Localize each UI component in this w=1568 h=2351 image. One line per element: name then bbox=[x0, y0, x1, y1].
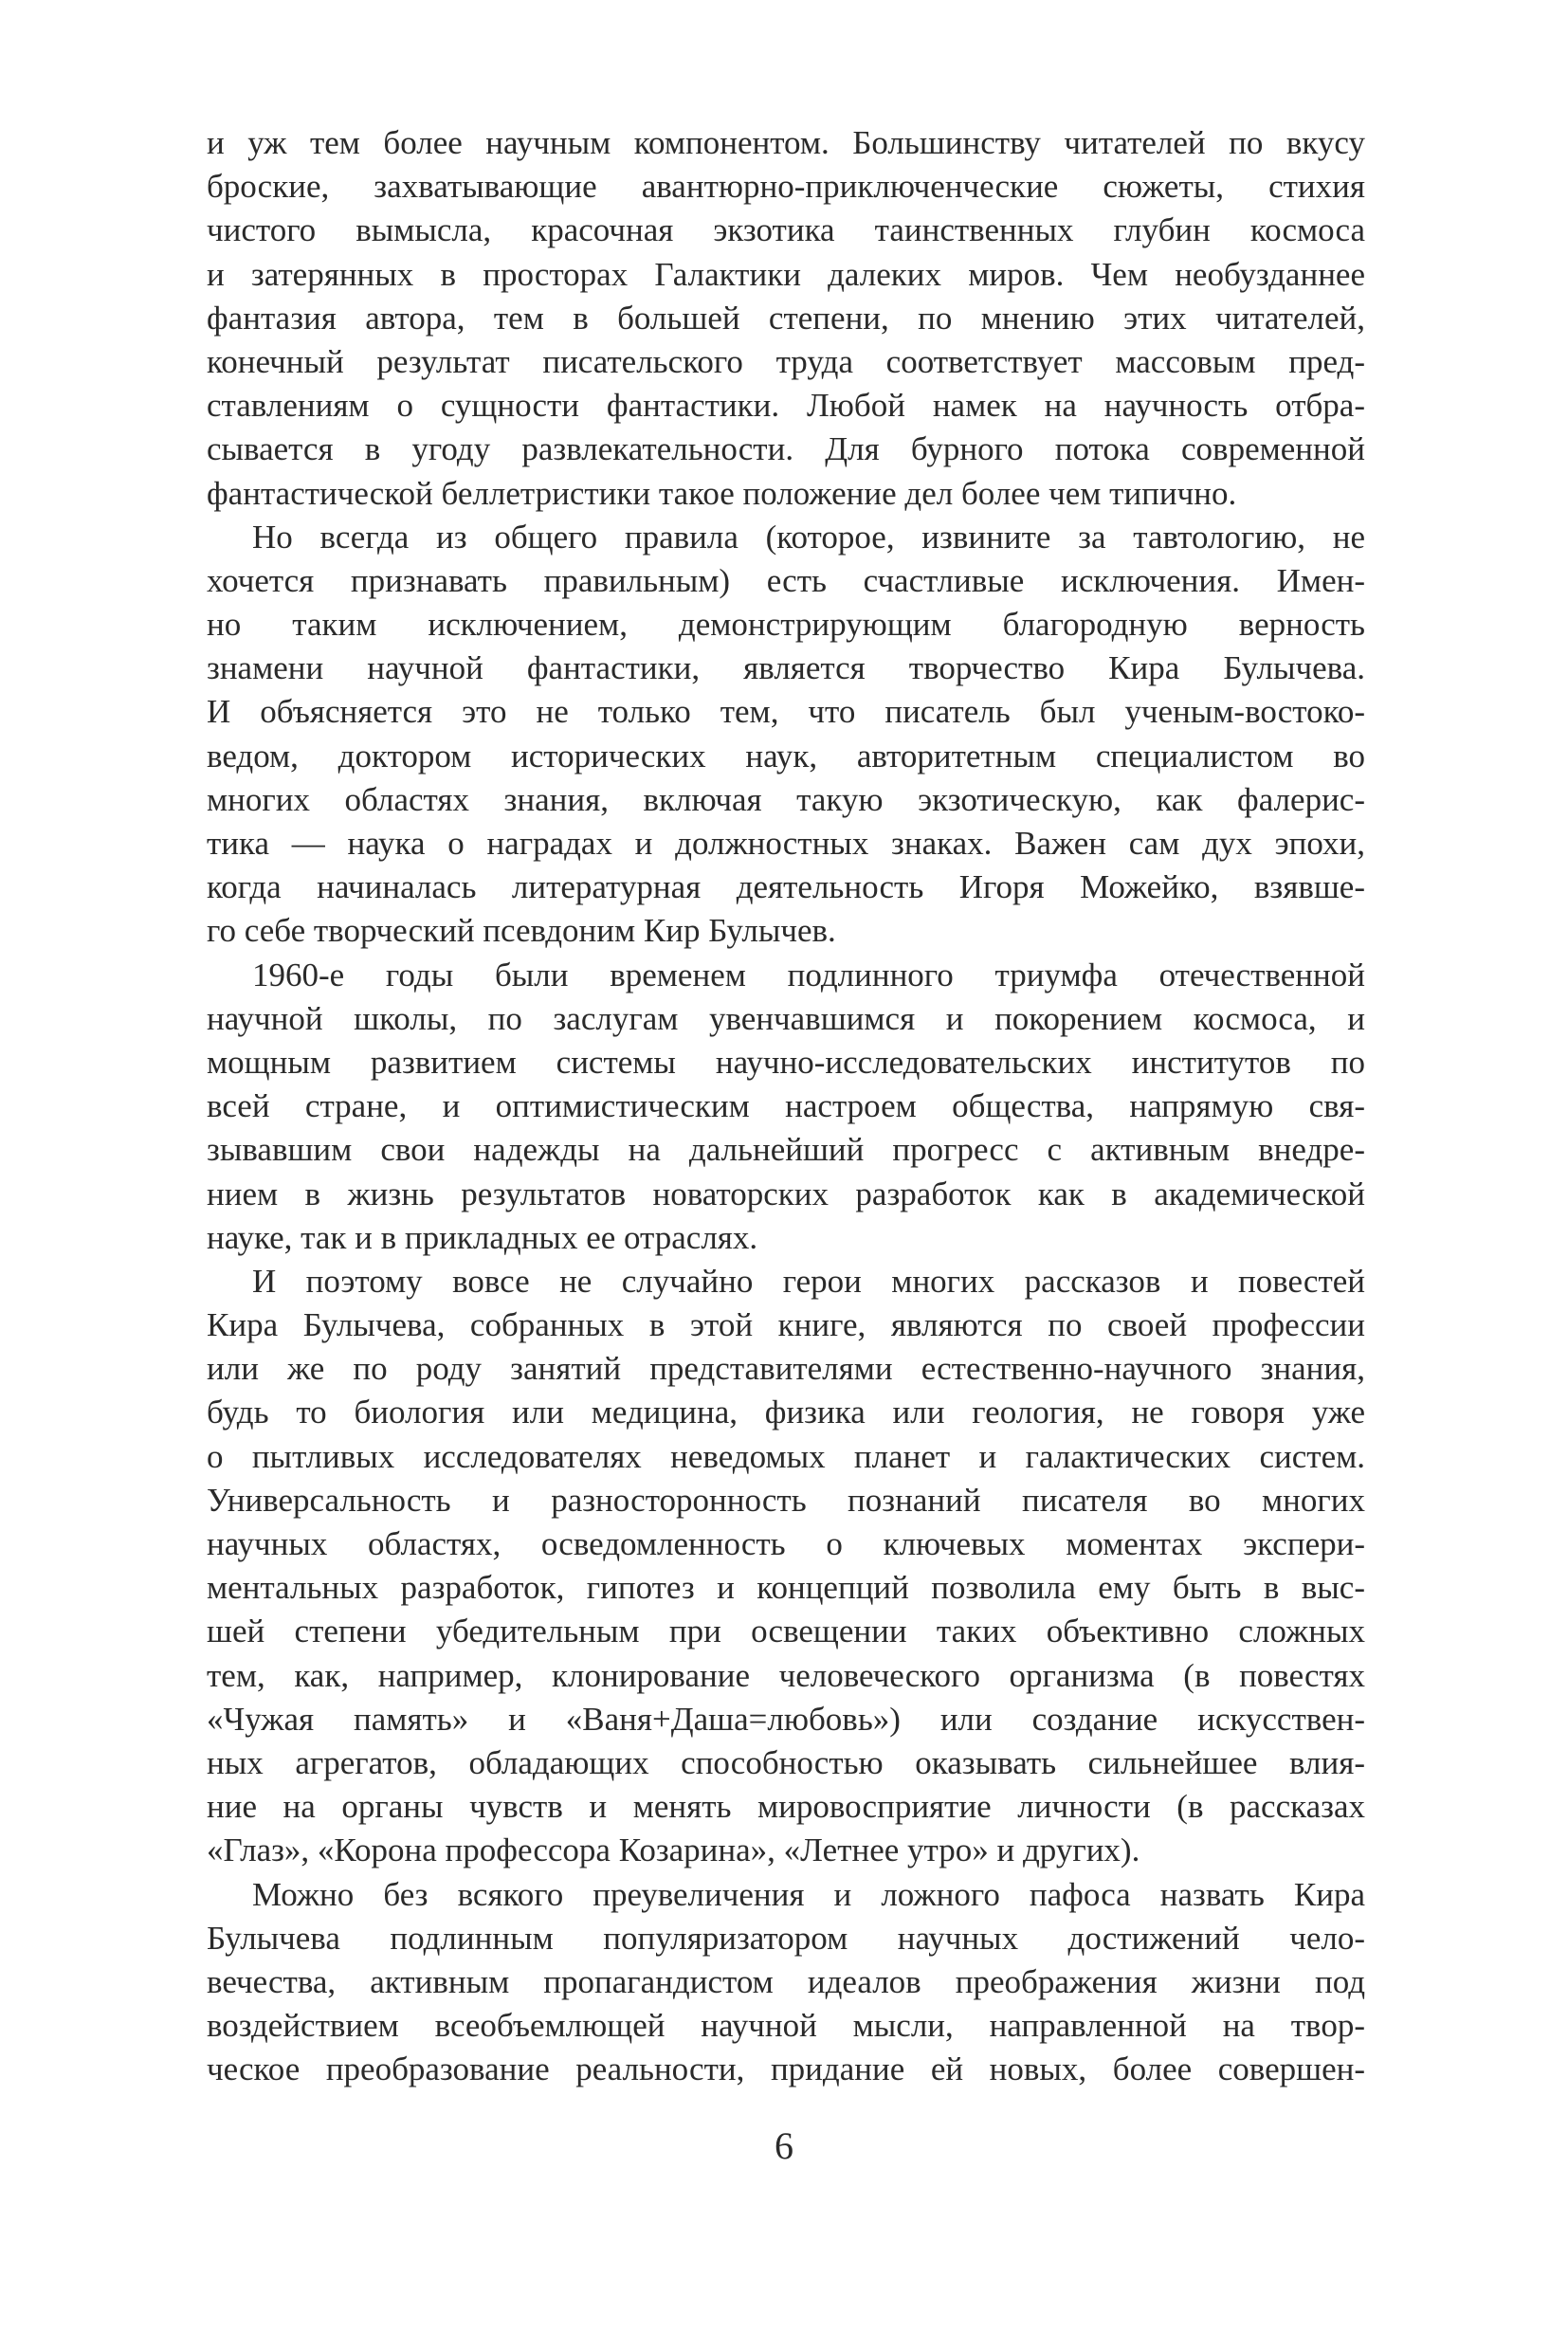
text-line: фантазия автора, тем в большей степени, по мнению этих читателей, bbox=[207, 299, 1365, 337]
text-line: Булычева подлинным популяризатором научных достижений чело- bbox=[207, 1919, 1365, 1957]
paragraph-first-line: 1960-е годы были временем подлинного триумфа отечественной bbox=[252, 956, 1365, 993]
text-line: ние на органы чувств и менять мировосприятие личности (в рассказах bbox=[207, 1788, 1365, 1826]
text-line: знамени научной фантастики, является творчество Кира Булычева. bbox=[207, 649, 1365, 687]
text-line: ведом, доктором исторических наук, авторитетным специалистом во bbox=[207, 737, 1365, 775]
text-line: го себе творческий псевдоним Кир Булычев. bbox=[207, 912, 836, 950]
paragraph-first-line: Можно без всякого преувеличения и ложного пафоса назвать Кира bbox=[252, 1875, 1365, 1913]
text-line: науке, так и в прикладных ее отраслях. bbox=[207, 1218, 758, 1256]
text-line: мощным развитием системы научно-исследовательских институтов по bbox=[207, 1043, 1365, 1081]
text-line: но таким исключением, демонстрирующим благородную верность bbox=[207, 606, 1365, 644]
text-line: Универсальность и разносторонность познаний писателя во многих bbox=[207, 1481, 1365, 1519]
text-line: Кира Булычева, собранных в этой книге, являются по своей профессии bbox=[207, 1306, 1365, 1344]
text-line: «Глаз», «Корона профессора Козарина», «Летнее утро» и других). bbox=[207, 1832, 1140, 1869]
text-line: фантастической беллетристики такое положение дел более чем типично. bbox=[207, 474, 1237, 512]
text-line: когда начиналась литературная деятельность Игоря Можейко, взявше- bbox=[207, 868, 1365, 906]
text-line: воздействием всеобъемлющей научной мысли, направленной на твор- bbox=[207, 2007, 1365, 2045]
text-line: зывавшим свои надежды на дальнейший прогресс с активным внедре- bbox=[207, 1131, 1365, 1169]
text-line: сывается в угоду развлекательности. Для бурного потока современной bbox=[207, 430, 1365, 468]
text-line: ческое преобразование реальности, придание ей новых, более совершен- bbox=[207, 2050, 1365, 2088]
text-line: будь то биология или медицина, физика или геология, не говоря уже bbox=[207, 1394, 1365, 1431]
text-line: шей степени убедительным при освещении таких объективно сложных bbox=[207, 1613, 1365, 1650]
text-line: конечный результат писательского труда соответствует массовым пред- bbox=[207, 342, 1365, 380]
page-number: 6 bbox=[775, 2124, 793, 2167]
text-line: чистого вымысла, красочная экзотика таинственных глубин космоса bbox=[207, 211, 1365, 249]
text-line: вечества, активным пропагандистом идеалов преображения жизни под bbox=[207, 1962, 1365, 2000]
text-line: броские, захватывающие авантюрно-приключенческие сюжеты, стихия bbox=[207, 168, 1365, 206]
text-line: И объясняется это не только тем, что писатель был ученым-востоко- bbox=[207, 693, 1365, 731]
body-text bbox=[207, 121, 1365, 2091]
text-line: научных областях, осведомленность о ключевых моментах экспери- bbox=[207, 1525, 1365, 1562]
text-line: нием в жизнь результатов новаторских разработок как в академической bbox=[207, 1175, 1365, 1212]
paragraph-first-line: Но всегда из общего правила (которое, извините за тавтологию, не bbox=[252, 518, 1365, 556]
text-line: хочется признавать правильным) есть счастливые исключения. Имен- bbox=[207, 561, 1365, 599]
text-line: и затерянных в просторах Галактики далеких миров. Чем необузданнее bbox=[207, 255, 1365, 293]
text-line: ных агрегатов, обладающих способностью оказывать сильнейшее влия- bbox=[207, 1743, 1365, 1781]
text-line: «Чужая память» и «Ваня+Даша=любовь») или создание искусствен- bbox=[207, 1700, 1365, 1738]
paragraph-first-line: И поэтому вовсе не случайно герои многих рассказов и повестей bbox=[252, 1262, 1365, 1300]
text-line: ставлениям о сущности фантастики. Любой намек на научность отбра- bbox=[207, 387, 1365, 425]
text-line: научной школы, по заслугам увенчавшимся и покорением космоса, и bbox=[207, 999, 1365, 1037]
text-line: тика — наука о наградах и должностных знаках. Важен сам дух эпохи, bbox=[207, 825, 1365, 862]
text-line: и уж тем более научным компонентом. Большинству читателей по вкусу bbox=[207, 124, 1365, 161]
text-line: всей стране, и оптимистическим настроем общества, напрямую свя- bbox=[207, 1087, 1365, 1125]
text-line: тем, как, например, клонирование человеческого организма (в повестях bbox=[207, 1656, 1365, 1694]
text-line: многих областях знания, включая такую экзотическую, как фалерис- bbox=[207, 780, 1365, 818]
text-line: ментальных разработок, гипотез и концепций позволила ему быть в выс- bbox=[207, 1569, 1365, 1607]
text-line: или же по роду занятий представителями естественно-научного знания, bbox=[207, 1350, 1365, 1388]
text-line: о пытливых исследователях неведомых планет и галактических систем. bbox=[207, 1437, 1365, 1475]
